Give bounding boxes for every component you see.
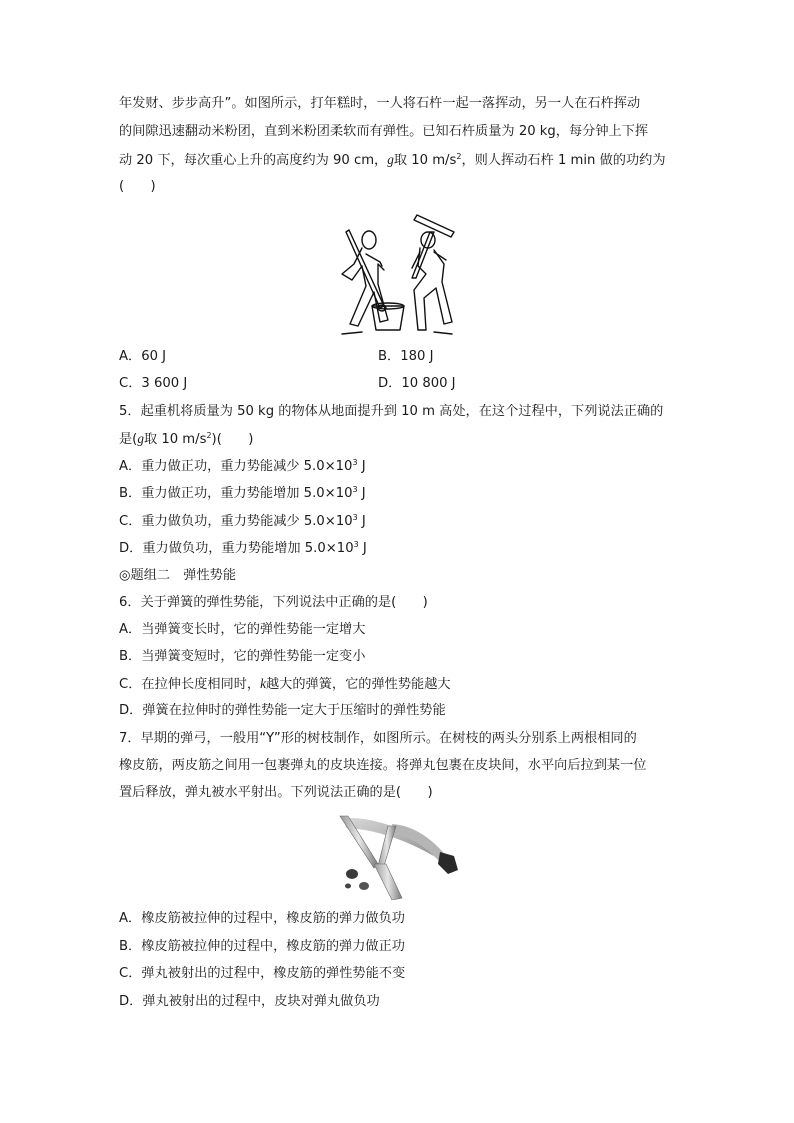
q6-option-b: B．当弹簧变短时，它的弹性势能一定变小 [119, 649, 366, 664]
slingshot-figure [330, 812, 462, 900]
q4-option-a: A．60 J [119, 349, 167, 364]
q7-option-b: B．橡皮筋被拉伸的过程中，橡皮筋的弹力做正功 [119, 939, 405, 954]
q4-answer-brackets: ( ) [119, 179, 156, 194]
q4-option-c: C．3 600 J [119, 376, 188, 391]
q4-option-b: B．180 J [378, 349, 434, 364]
q4-text-line-3: 动 20 下，每次重心上升的高度约为 90 cm，g取 10 $m/s^2$，则人挥动石杵 1 min 做的功约为 [119, 152, 666, 168]
q6-option-c: C．在拉伸长度相同时，k越大的弹簧，它的弹性势能越大 [119, 676, 451, 692]
q7-stem-line-3: 置后释放，弹丸被水平射出。下列说法正确的是( ) [119, 785, 433, 800]
q7-stem-line-1: 7．早期的弹弓，一般用“Y”形的树枝制作，如图所示。在树枝的两头分别系上两根相同的 [119, 731, 637, 746]
q6-stem: 6．关于弹簧的弹性势能，下列说法中正确的是( ) [119, 595, 428, 610]
q4-text-line-1: 年发财、步步高升”。如图所示，打年糕时，一人将石杵一起一落挥动，另一人在石杵挥动 [119, 96, 641, 111]
rice-cake-pounding-figure [322, 206, 472, 336]
q5-option-c: C．重力做负功，重力势能减少 $5.0\times 10^3$ J [119, 513, 366, 529]
q7-stem-line-2: 橡皮筋，两皮筋之间用一包裹弹丸的皮块连接。将弹丸包裹在皮块间，水平向后拉到某一位 [119, 758, 647, 773]
q5-option-b: B．重力做正功，重力势能增加 $5.0\times 10^3$ J [119, 485, 366, 501]
q7-option-d: D．弹丸被射出的过程中，皮块对弹丸做负功 [119, 994, 380, 1009]
q6-option-a: A．当弹簧变长时，它的弹性势能一定增大 [119, 622, 366, 637]
q5-stem-line-2: 是(g取 10 $m/s^2$)( ) [119, 431, 254, 447]
q7-option-c: C．弹丸被射出的过程中，橡皮筋的弹性势能不变 [119, 966, 406, 981]
section-mark-icon: ◎ [119, 568, 131, 583]
q5-stem-line-1: 5．起重机将质量为 50 kg 的物体从地面提升到 10 m 高处，在这个过程中，下列说法正确的 [119, 404, 664, 419]
q4-text-line-2: 的间隙迅速翻动米粉团，直到米粉团柔软而有弹性。已知石杵质量为 20 kg，每分钟上下挥 [119, 124, 649, 139]
q5-option-a: A．重力做正功，重力势能减少 $5.0\times 10^3$ J [119, 458, 366, 474]
q4-option-d: D．10 800 J [378, 376, 456, 391]
q5-option-d: D．重力做负功，重力势能增加 $5.0\times 10^3$ J [119, 540, 367, 556]
q7-option-a: A．橡皮筋被拉伸的过程中，橡皮筋的弹力做负功 [119, 911, 405, 926]
section-heading: ◎题组二 弹性势能 [119, 568, 237, 583]
q6-option-d: D．弹簧在拉伸时的弹性势能一定大于压缩时的弹性势能 [119, 703, 446, 718]
